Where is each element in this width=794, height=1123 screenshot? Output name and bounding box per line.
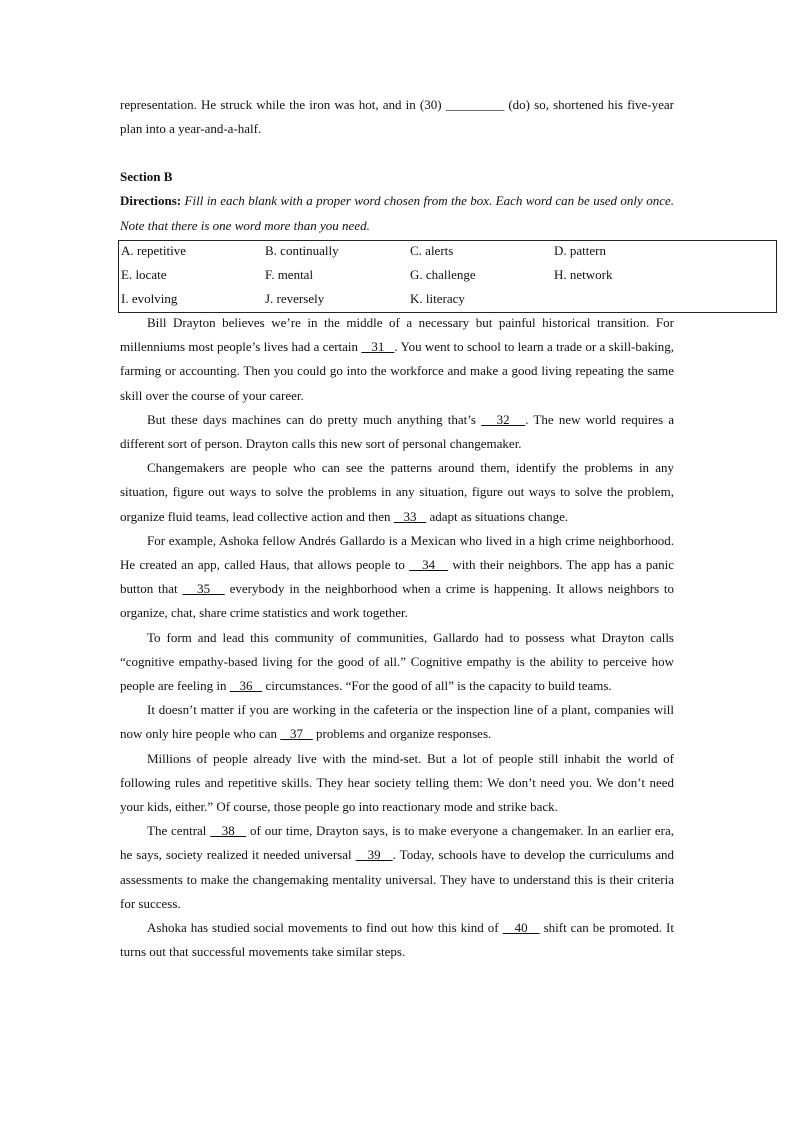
blank-34: 34 [409, 557, 449, 573]
word-option: B. continually [265, 243, 339, 258]
blank-37: 37 [280, 726, 313, 742]
directions [120, 189, 674, 237]
blank-38: 38 [210, 823, 247, 839]
passage-paragraph: The central 38 of our time, Drayton says, is to make everyone a changemaker. In an earlier era, he says, society realized it needed universal 39 . Today, schools have to develop the curriculums and assessments to make the changemaking mentality universal. They have to understand this is their criteria for success. [120, 823, 674, 911]
page-content [120, 93, 674, 238]
word-option: J. reversely [265, 291, 325, 306]
blank-39: 39 [355, 847, 393, 863]
passage-paragraph: To form and lead this community of communities, Gallardo had to possess what Drayton calls “cognitive empathy-based living for the good of all.” Cognitive empathy is the ability to perceive how people are feeling in 36 circumstances. “For the good of all” is the capacity to build teams. [120, 629, 674, 694]
directions-label: Directions: [120, 193, 182, 209]
blank-32: 32 [481, 411, 526, 427]
word-option: K. literacy [410, 291, 465, 306]
word-option: E. locate [121, 267, 167, 282]
blank-33: 33 [393, 508, 427, 524]
blank-35: 35 [182, 581, 225, 597]
directions-text: Fill in each blank with a proper word chosen from the box. Each word can be used only once. Note that there is one word more than you need. [120, 193, 674, 233]
blank-36: 36 [229, 678, 263, 694]
intro-paragraph [120, 93, 674, 141]
intro-text-1: representation. He struck while the iron was hot, and in (30) [120, 97, 446, 112]
word-option: C. alerts [410, 243, 454, 258]
intro-text-2: (do) so, shortened his five-year plan into a year-and-a-half. [120, 97, 674, 137]
passage-paragraph: Millions of people already live with the mind-set. But a lot of people still inhabit the world of following rules and repetitive skills. They hear society telling them: We don’t need you. We don’t need your kids, either.” Of course, those people go into reactionary mode and strike back. [120, 750, 674, 815]
passage-paragraph: Bill Drayton believes we’re in the middle of a necessary but painful historical transition. For millenniums most people’s lives had a certain 31 . You went to school to learn a trade or a skill-baking, farming or accounting. Then you could go into the workforce and make a good living repeating the same skill over the course of your career. [120, 315, 675, 403]
word-option: F. mental [265, 267, 314, 282]
section-title: Section B [120, 169, 173, 185]
blank-31: 31 [361, 339, 395, 355]
passage-paragraph: But these days machines can do pretty much anything that’s 32 . The new world requires a different sort of person. Drayton calls this new sort of personal changemaker. [120, 411, 674, 452]
blank-40: 40 [502, 920, 540, 936]
word-option: A. repetitive [121, 243, 186, 258]
blank-30: _________ [445, 97, 505, 112]
word-option: G. challenge [410, 267, 476, 282]
word-option: D. pattern [554, 243, 606, 258]
passage-paragraph: Changemakers are people who can see the patterns around them, identify the problems in any situation, figure out ways to solve the problems in any situation, figure out ways to solve the problem, organize fluid teams, lead collective action and then 33 adapt as situations change. [120, 460, 674, 524]
passage-paragraph: Ashoka has studied social movements to find out how this kind of 40 shift can be promoted. It turns out that successful movements take similar steps. [120, 920, 674, 960]
word-option: H. network [554, 267, 613, 282]
passage-paragraph: It doesn’t matter if you are working in the cafeteria or the inspection line of a plant, companies will now only hire people who can 37 problems and organize responses. [120, 702, 674, 742]
word-option: I. evolving [121, 291, 178, 306]
passage-paragraph: For example, Ashoka fellow Andrés Gallardo is a Mexican who lived in a high crime neighborhood. He created an app, called Haus, that allows people to 34 with their neighbors. The app has a panic button that 35 everybody in the neighborhood when a crime is happening. It allows neighbors to organize, chat, share crime statistics and work together. [120, 532, 675, 621]
passage [120, 311, 674, 964]
word-box [118, 240, 777, 313]
